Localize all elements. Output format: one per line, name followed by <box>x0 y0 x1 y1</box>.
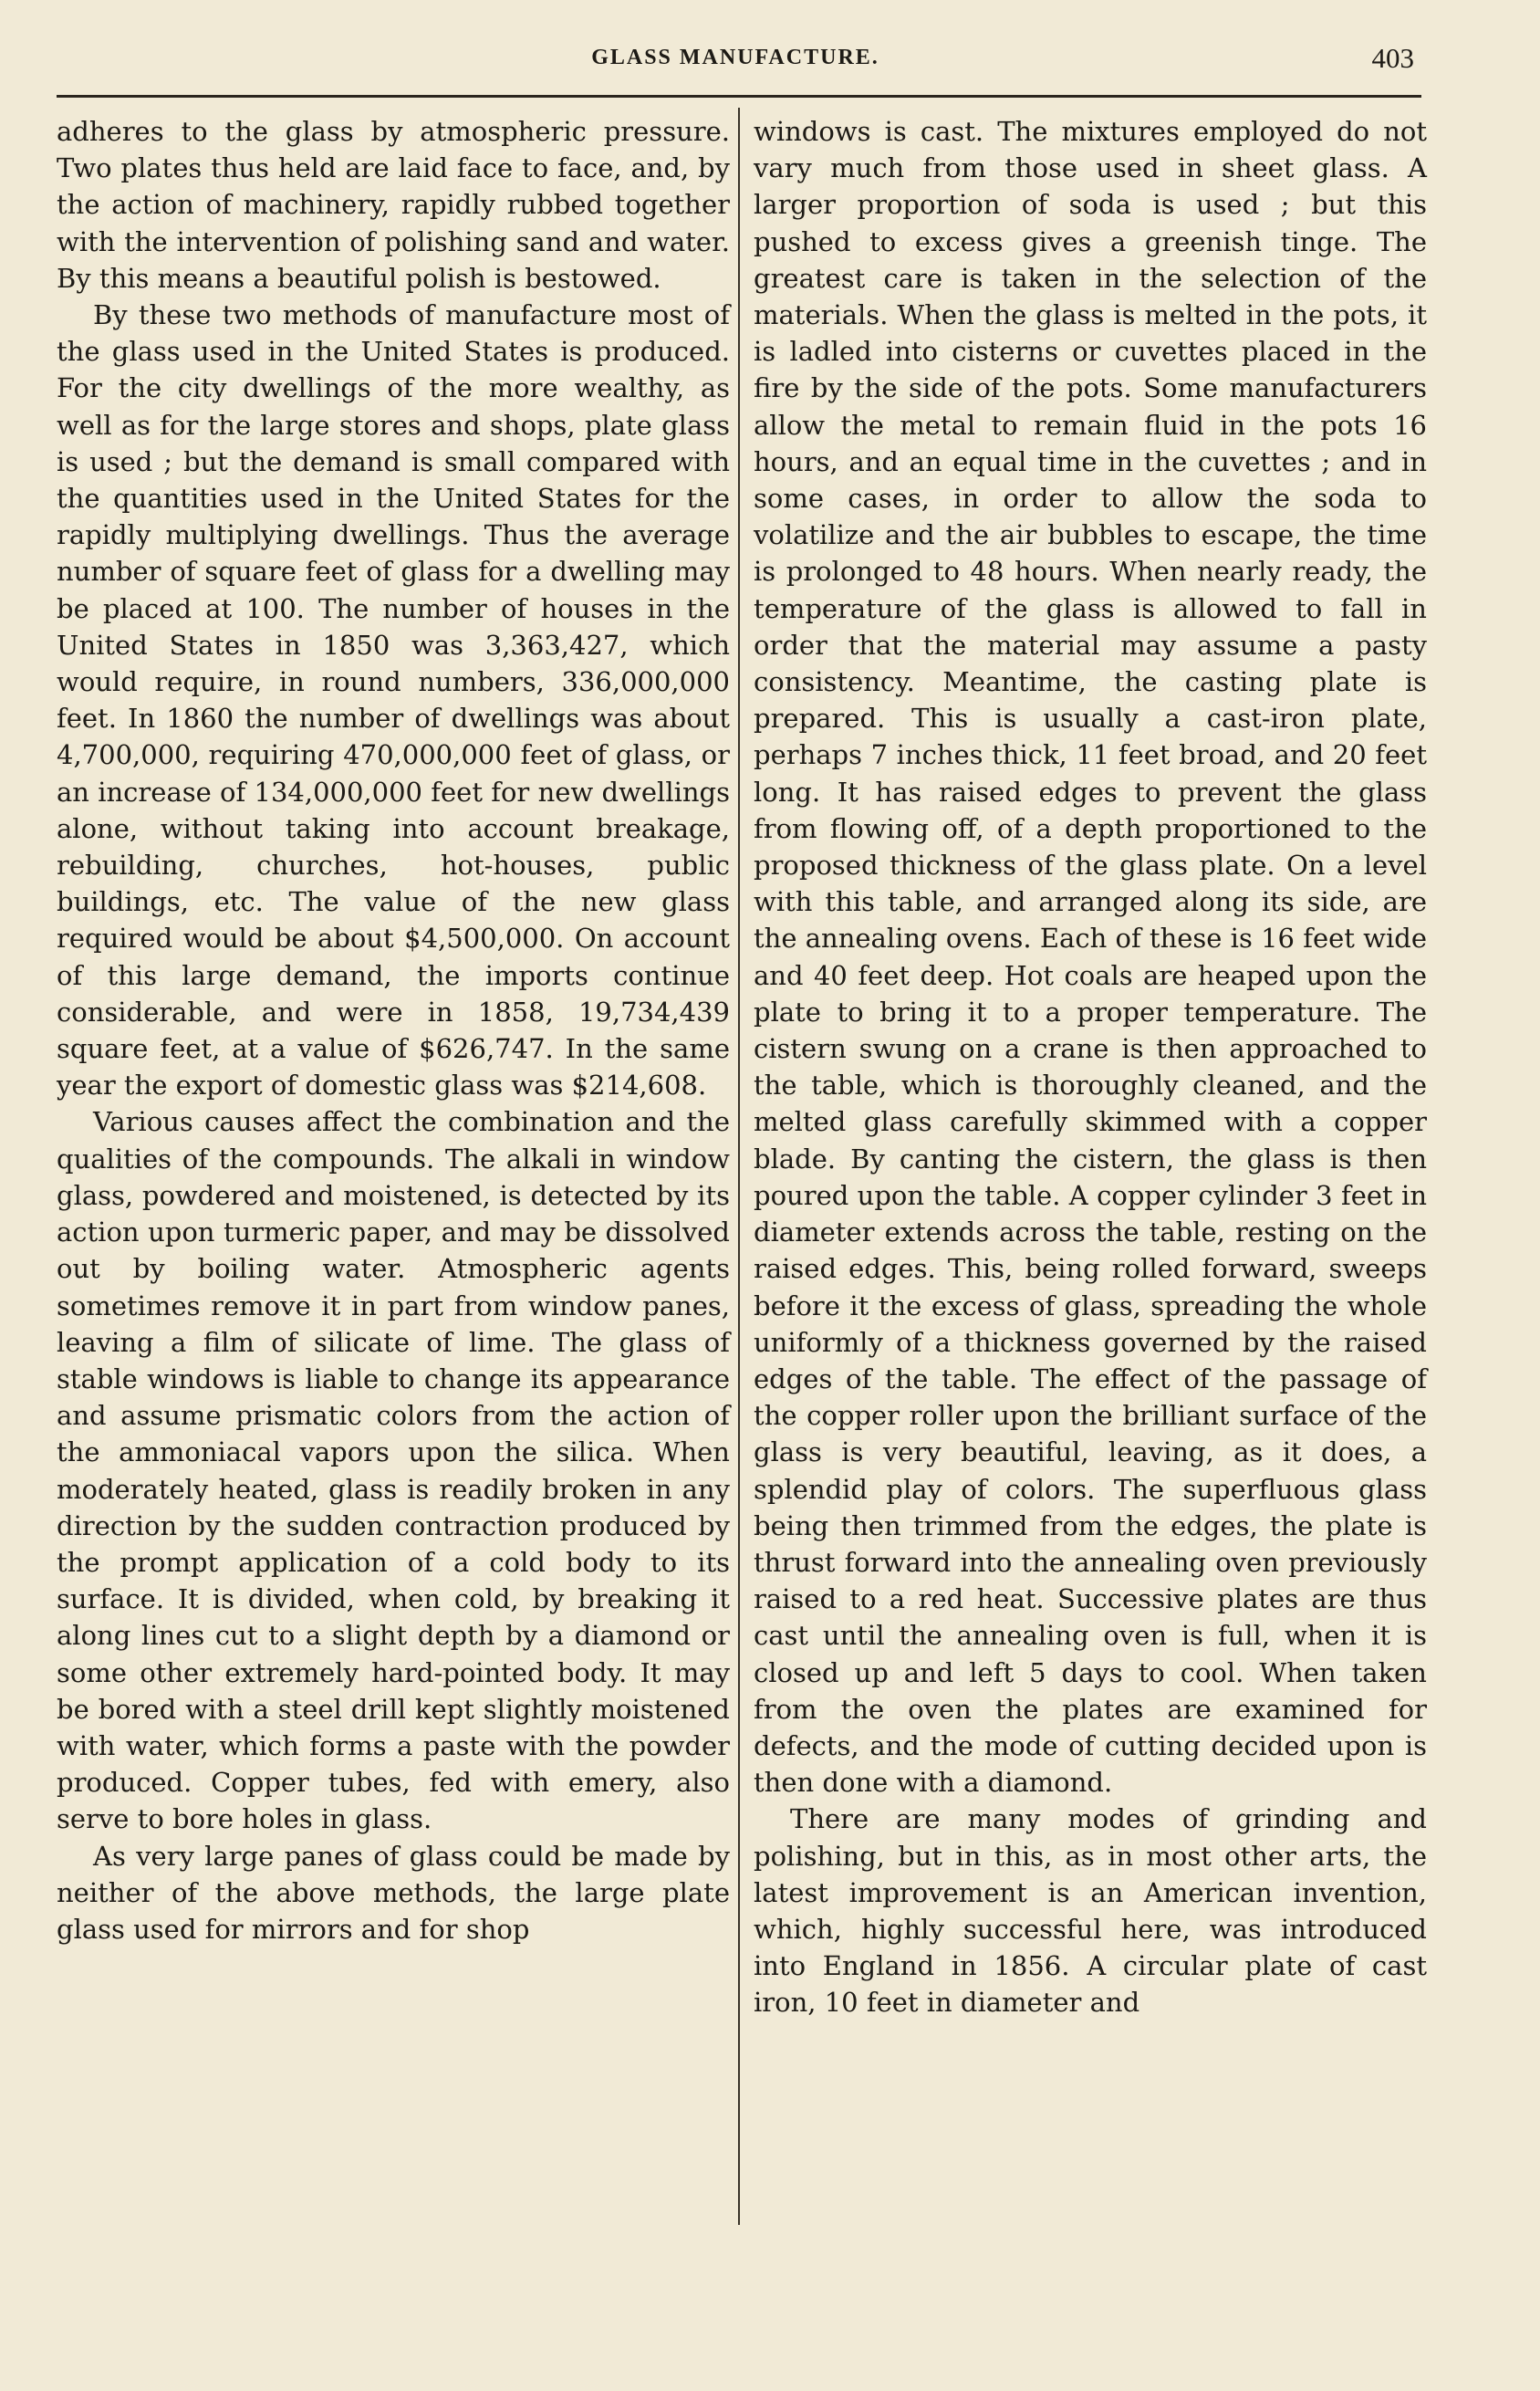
right-column <box>754 113 1427 2021</box>
column-divider <box>738 108 740 2225</box>
page-number: 403 <box>1371 42 1414 74</box>
paragraph: As very large panes of glass could be made by neither of the above methods, the large plate glass used for mirrors and for shop <box>57 1840 730 1945</box>
running-title: GLASS MANUFACTURE. <box>591 46 879 69</box>
paragraph: windows is cast. The mixtures employed do not vary much from those used in sheet glass. A larger proportion of soda is used ; but this pushed to excess gives a greenish tinge. The greatest care is taken in the selection of the materials. When the glass is melted in the pots, it is ladled into cisterns or cuvettes placed in the fire by the side of the pots. Some manufacturers allow the metal to remain fluid in the pots 16 hours, and an equal time in the cuvettes ; and in some cases, in order to allow the soda to volatilize and the air bubbles to escape, the time is prolonged to 48 hours. When nearly ready, the temperature of the glass is allowed to fall in order that the material may assume a pasty consistency. Meantime, the casting plate is prepared. This is usually a cast-iron plate, perhaps 7 inches thick, 11 feet broad, and 20 feet long. It has raised edges to prevent the glass from flowing off, of a depth proportioned to the proposed thickness of the glass plate. On a level with this table, and arranged along its side, are the annealing ovens. Each of these is 16 feet wide and 40 feet deep. Hot coals are heaped upon the plate to bring it to a proper temperature. The cistern swung on a crane is then approached to the table, which is thoroughly cleaned, and the melted glass carefully skimmed with a copper blade. By canting the cistern, the glass is then poured upon the table. A copper cylinder 3 feet in diameter extends across the table, resting on the raised edges. This, being rolled forward, sweeps before it the excess of glass, spreading the whole uniformly of a thickness governed by the raised edges of the table. The effect of the passage of the copper roller upon the brilliant surface of the glass is very beautiful, leaving, as it does, a splendid play of colors. The superfluous glass being then trimmed from the edges, the plate is thrust forward into the annealing oven previously raised to a red heat. Successive plates are thus cast until the annealing oven is full, when it is closed up and left 5 days to cool. When taken from the oven the plates are examined for defects, and the mode of cutting decided upon is then done with a diamond. <box>754 116 1427 1799</box>
paragraph: Various causes affect the combination and the qualities of the compounds. The alkali in window glass, powdered and moistened, is detected by its action upon turmeric paper, and may be dissolved out by boiling water. Atmospheric agents sometimes remove it in part from window panes, leaving a film of silicate of lime. The glass of stable windows is liable to change its appearance and assume prismatic colors from the action of the ammoniacal vapors upon the silica. When moderately heated, glass is readily broken in any direction by the sudden contraction produced by the prompt application of a cold body to its surface. It is divided, when cold, by breaking it along lines cut to a slight depth by a diamond or some other extremely hard-pointed body. It may be bored with a steel drill kept slightly moistened with water, which forms a paste with the powder produced. Copper tubes, fed with emery, also serve to bore holes in glass. <box>57 1106 730 1835</box>
page-header <box>57 42 1414 82</box>
header-rule <box>57 95 1421 98</box>
paragraph: There are many modes of grinding and polishing, but in this, as in most other arts, the latest improvement is an American invention, which, highly successful here, was introduced into England in 1856. A circular plate of cast iron, 10 feet in diameter and <box>754 1803 1427 2019</box>
paragraph: By these two methods of manufacture most of the glass used in the United States is produced. For the city dwellings of the more wealthy, as well as for the large stores and shops, plate glass is used ; but the demand is small compared with the quantities used in the United States for the rapidly multiplying dwellings. Thus the average number of square feet of glass for a dwelling may be placed at 100. The number of houses in the United States in 1850 was 3,363,427, which would require, in round numbers, 336,000,000 feet. In 1860 the number of dwellings was about 4,700,000, requiring 470,000,000 feet of glass, or an increase of 134,000,000 feet for new dwellings alone, without taking into account breakage, rebuilding, churches, hot-houses, public buildings, etc. The value of the new glass required would be about $4,500,000. On account of this large demand, the imports continue considerable, and were in 1858, 19,734,439 square feet, at a value of $626,747. In the same year the export of domestic glass was $214,608. <box>57 299 730 1102</box>
left-column <box>57 113 730 1947</box>
paragraph: adheres to the glass by atmospheric pressure. Two plates thus held are laid face to face, and, by the action of machinery, rapidly rubbed together with the intervention of polishing sand and water. By this means a beautiful polish is bestowed. <box>57 116 730 294</box>
